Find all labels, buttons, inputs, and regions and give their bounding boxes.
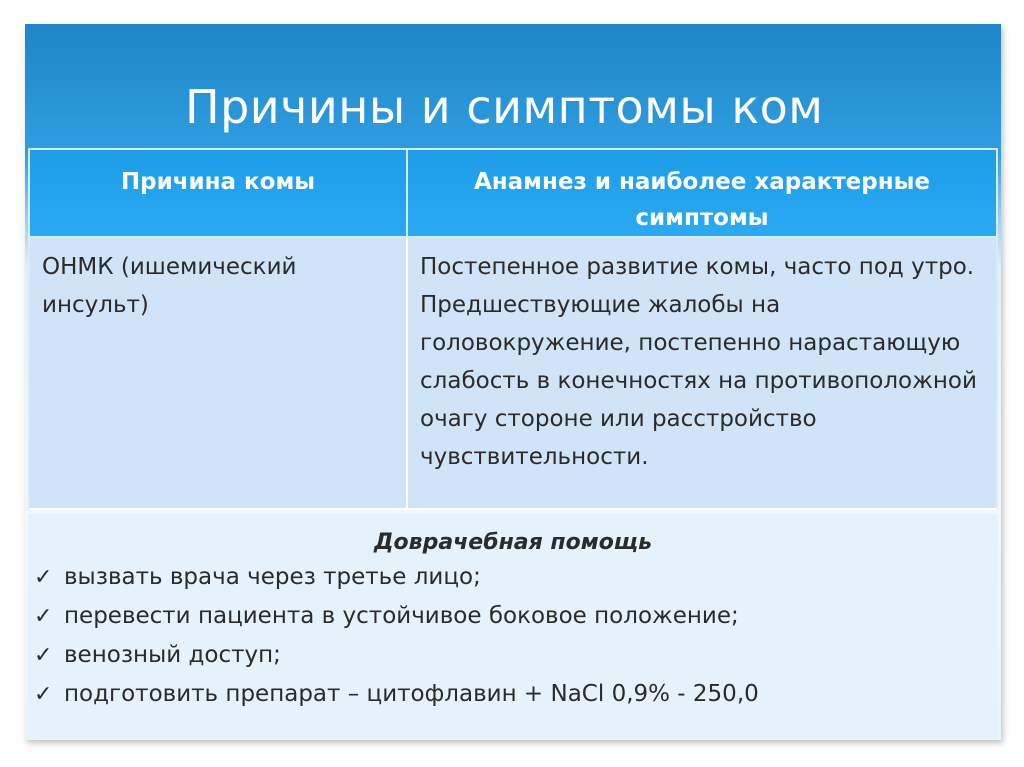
- list-item: [34, 636, 998, 675]
- slide-title: Причины и симптомы ком: [185, 80, 824, 134]
- header-cause: Причина комы: [30, 150, 408, 236]
- table-row: [28, 238, 998, 510]
- list-item-text: вызвать врача через третье лицо;: [64, 564, 481, 590]
- checkmark-icon: ✓: [34, 565, 53, 590]
- checkmark-icon: ✓: [34, 604, 53, 629]
- first-aid-block: [28, 514, 998, 738]
- list-item-text: подготовить препарат – цитофлавин + NaCl 0,9% - 250,0: [64, 681, 759, 707]
- first-aid-title: Доврачебная помощь: [373, 530, 653, 555]
- coma-causes-table: [28, 148, 998, 510]
- table-header-row: [28, 148, 998, 238]
- list-item: [34, 558, 998, 597]
- cell-symptoms: Постепенное развитие комы, часто под утро. Предшествующие жалобы на головокружение, постепенно нарастающую слабость в конечностях на противоположной очагу стороне или расстройство чувствительности.: [420, 254, 977, 470]
- header-symptoms: Анамнез и наиболее характерные симптомы: [473, 169, 931, 231]
- checkmark-icon: ✓: [34, 682, 53, 707]
- list-item: [34, 597, 998, 636]
- list-item: [34, 675, 998, 714]
- cell-cause: ОНМК (ишемический инсульт): [30, 238, 408, 508]
- checkmark-icon: ✓: [34, 643, 53, 668]
- list-item-text: венозный доступ;: [64, 642, 281, 668]
- list-item-text: перевести пациента в устойчивое боковое положение;: [64, 603, 739, 629]
- first-aid-list: [28, 558, 998, 714]
